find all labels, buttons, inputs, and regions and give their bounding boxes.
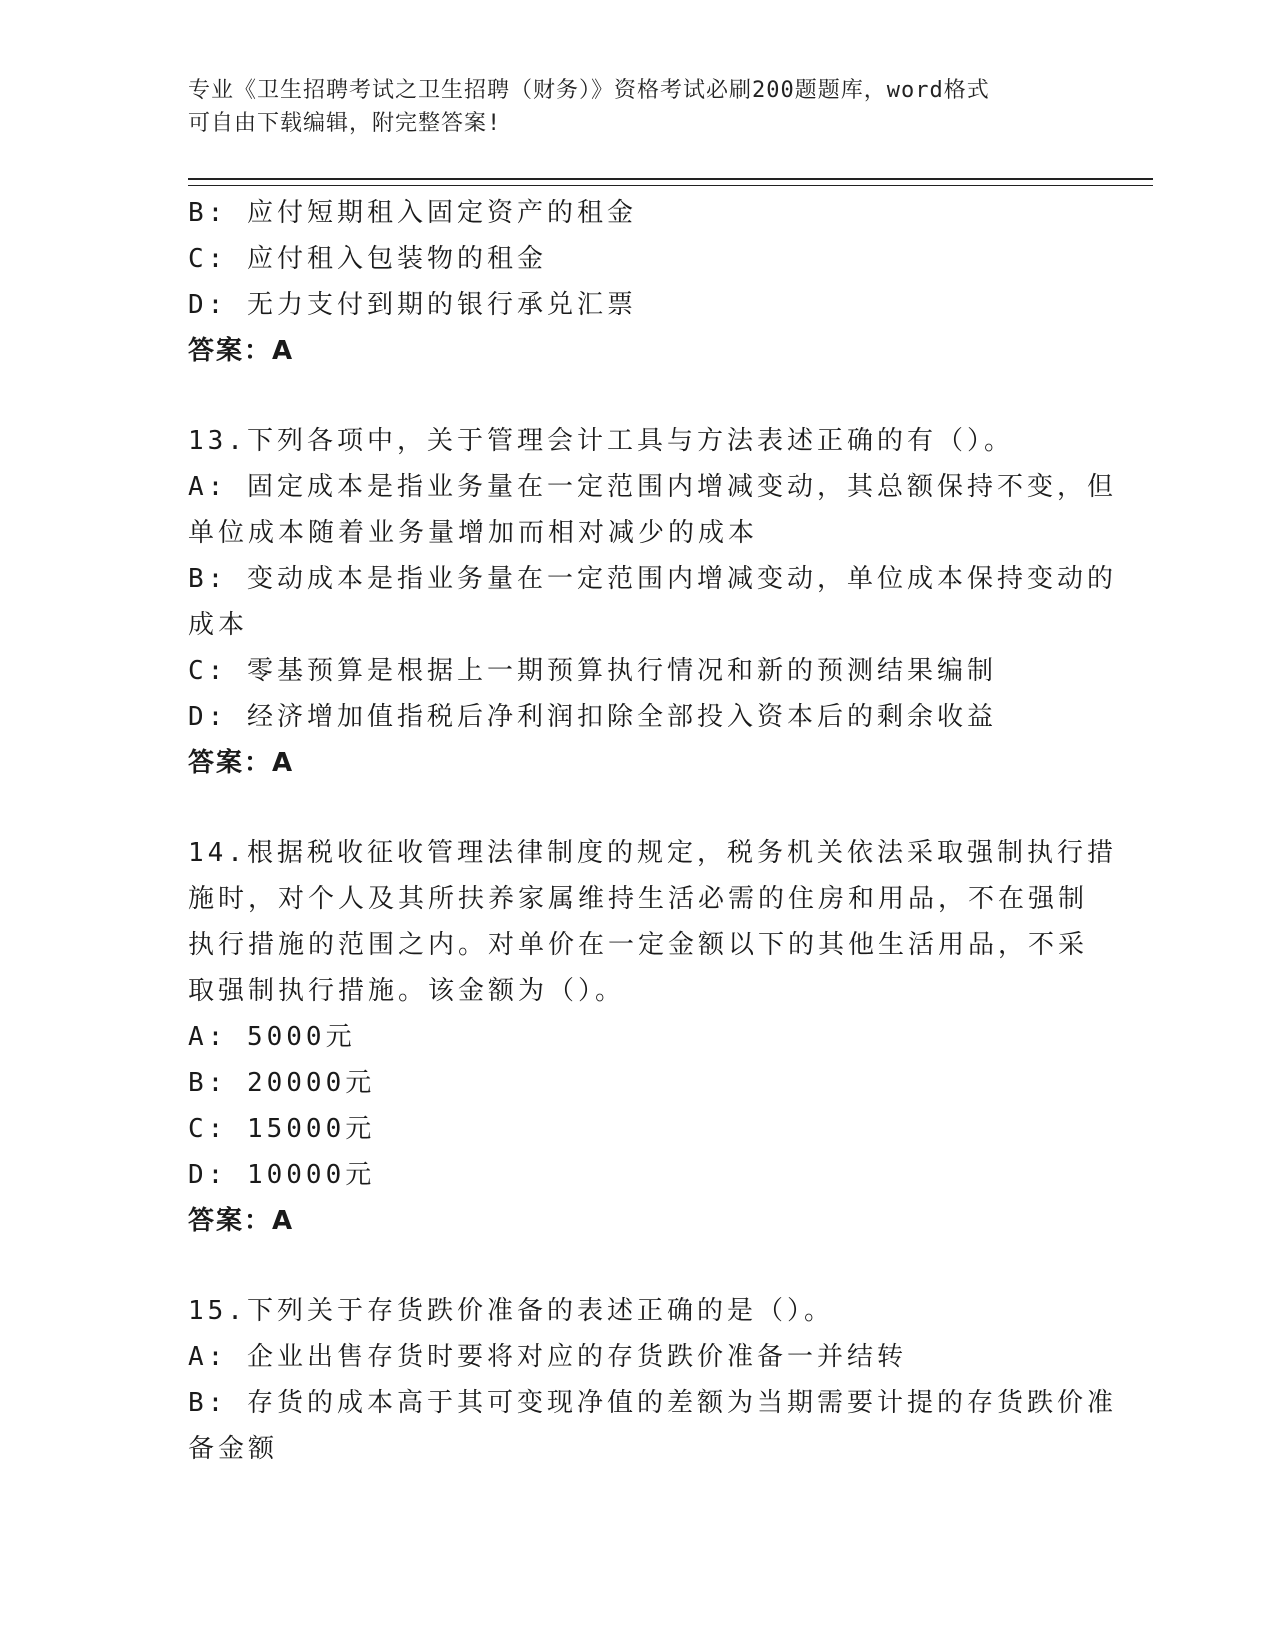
answer-line: 答案：A [188,748,295,778]
option-a: A: 固定成本是指业务量在一定范围内增减变动，其总额保持不变，但 [188,472,1117,502]
option-b: B: 20000元 [188,1068,376,1098]
spacer [188,1244,1068,1288]
question-stem: 13.下列各项中，关于管理会计工具与方法表述正确的有（）。 [188,426,1014,456]
question-stem-cont: 取强制执行措施。该金额为（）。 [188,976,626,1006]
header-line-1: 专业《卫生招聘考试之卫生招聘（财务）》资格考试必刷200题题库，word格式 [188,78,990,103]
header-divider [188,178,1153,186]
answer-line: 答案：A [188,1206,295,1236]
spacer [188,374,1068,418]
document-body [188,190,1117,1472]
question-12-continuation [188,190,1068,374]
option-a: A: 企业出售存货时要将对应的存货跌价准备一并结转 [188,1342,907,1372]
option-a: A: 5000元 [188,1022,356,1052]
option-b: B: 应付短期租入固定资产的租金 [188,198,637,228]
question-stem: 14.根据税收征收管理法律制度的规定，税务机关依法采取强制执行措 [188,838,1117,868]
option-c: C: 零基预算是根据上一期预算执行情况和新的预测结果编制 [188,656,997,686]
header-line-2: 可自由下载编辑，附完整答案! [188,111,502,136]
option-d: D: 10000元 [188,1160,376,1190]
question-stem-cont: 施时，对个人及其所扶养家属维持生活必需的住房和用品，不在强制 [188,884,1089,914]
option-d: D: 无力支付到期的银行承兑汇票 [188,290,637,320]
question-14 [188,830,1117,1244]
option-c: C: 应付租入包装物的租金 [188,244,547,274]
option-b-cont: 成本 [188,610,249,640]
option-d: D: 经济增加值指税后净利润扣除全部投入资本后的剩余收益 [188,702,997,732]
option-c: C: 15000元 [188,1114,376,1144]
spacer [188,786,1068,830]
option-b-cont: 备金额 [188,1434,279,1464]
question-stem-cont: 执行措施的范围之内。对单价在一定金额以下的其他生活用品，不采 [188,930,1089,960]
question-stem: 15.下列关于存货跌价准备的表述正确的是（）。 [188,1296,834,1326]
question-13 [188,418,1117,786]
answer-line: 答案：A [188,336,295,366]
question-15 [188,1288,1117,1472]
document-header [188,74,1068,140]
option-a-cont: 单位成本随着业务量增加而相对减少的成本 [188,518,759,548]
option-b: B: 存货的成本高于其可变现净值的差额为当期需要计提的存货跌价准 [188,1388,1117,1418]
option-b: B: 变动成本是指业务量在一定范围内增减变动，单位成本保持变动的 [188,564,1117,594]
